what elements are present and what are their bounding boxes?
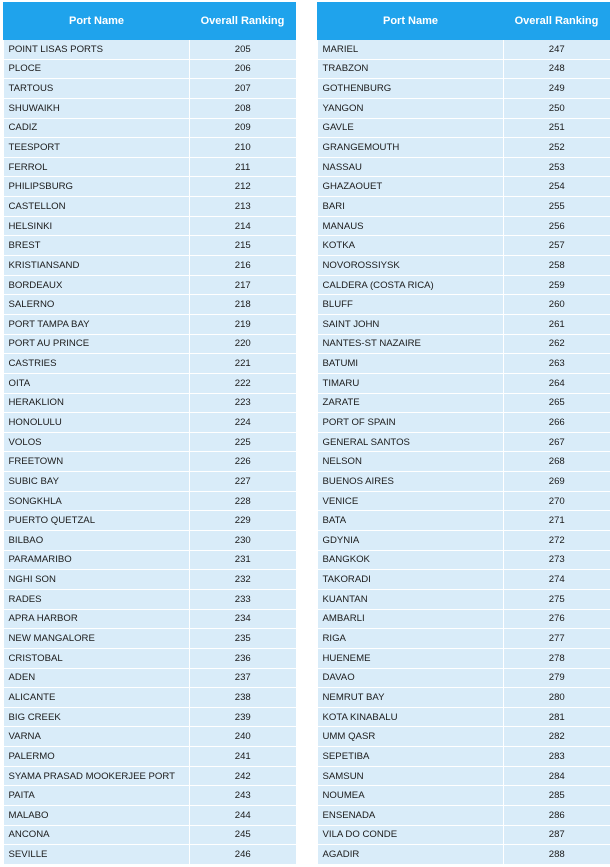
overall-ranking-cell: 246 — [190, 845, 296, 865]
table-row — [318, 550, 610, 570]
table-row — [4, 845, 296, 865]
overall-ranking-cell: 220 — [190, 334, 296, 354]
overall-ranking-cell: 211 — [190, 157, 296, 177]
table-row — [4, 727, 296, 747]
table-row — [318, 40, 610, 60]
port-name-cell: NEW MANGALORE — [4, 629, 190, 649]
port-name-cell: ENSENADA — [318, 805, 504, 825]
table-row — [4, 570, 296, 590]
port-name-cell: MARIEL — [318, 40, 504, 60]
table-row — [318, 589, 610, 609]
port-name-cell: CALDERA (COSTA RICA) — [318, 275, 504, 295]
overall-ranking-cell: 262 — [504, 334, 610, 354]
table-row — [318, 138, 610, 158]
overall-ranking-cell: 206 — [190, 59, 296, 79]
port-name-cell: BIG CREEK — [4, 707, 190, 727]
ranking-table-right — [317, 2, 610, 865]
overall-ranking-cell: 271 — [504, 511, 610, 531]
table-row — [318, 197, 610, 217]
port-name-cell: SUBIC BAY — [4, 472, 190, 492]
port-name-cell: KUANTAN — [318, 589, 504, 609]
table-row — [4, 157, 296, 177]
overall-ranking-cell: 214 — [190, 216, 296, 236]
port-name-cell: TAKORADI — [318, 570, 504, 590]
column-header-port-name: Port Name — [318, 3, 504, 40]
port-name-cell: OITA — [4, 373, 190, 393]
table-row — [318, 275, 610, 295]
overall-ranking-cell: 223 — [190, 393, 296, 413]
table-row — [318, 511, 610, 531]
port-name-cell: VOLOS — [4, 432, 190, 452]
table-row — [318, 747, 610, 767]
overall-ranking-cell: 285 — [504, 786, 610, 806]
table-row — [318, 334, 610, 354]
port-name-cell: FREETOWN — [4, 452, 190, 472]
column-header-overall-ranking: Overall Ranking — [504, 3, 610, 40]
port-name-cell: HONOLULU — [4, 413, 190, 433]
port-name-cell: CADIZ — [4, 118, 190, 138]
port-name-cell: KOTA KINABALU — [318, 707, 504, 727]
overall-ranking-cell: 237 — [190, 668, 296, 688]
table-row — [4, 59, 296, 79]
table-row — [4, 236, 296, 256]
overall-ranking-cell: 210 — [190, 138, 296, 158]
port-name-cell: TIMARU — [318, 373, 504, 393]
port-name-cell: PORT OF SPAIN — [318, 413, 504, 433]
overall-ranking-cell: 269 — [504, 472, 610, 492]
overall-ranking-cell: 225 — [190, 432, 296, 452]
port-name-cell: BARI — [318, 197, 504, 217]
port-name-cell: SAMSUN — [318, 766, 504, 786]
overall-ranking-cell: 276 — [504, 609, 610, 629]
port-name-cell: DAVAO — [318, 668, 504, 688]
table-row — [318, 825, 610, 845]
overall-ranking-cell: 260 — [504, 295, 610, 315]
table-row — [4, 766, 296, 786]
table-row — [318, 491, 610, 511]
port-name-cell: APRA HARBOR — [4, 609, 190, 629]
port-name-cell: BANGKOK — [318, 550, 504, 570]
port-name-cell: SONGKHLA — [4, 491, 190, 511]
port-name-cell: KRISTIANSAND — [4, 256, 190, 276]
port-name-cell: NELSON — [318, 452, 504, 472]
overall-ranking-cell: 283 — [504, 747, 610, 767]
port-name-cell: RADES — [4, 589, 190, 609]
port-name-cell: PLOCE — [4, 59, 190, 79]
port-name-cell: PORT AU PRINCE — [4, 334, 190, 354]
overall-ranking-cell: 270 — [504, 491, 610, 511]
overall-ranking-cell: 275 — [504, 589, 610, 609]
table-row — [4, 589, 296, 609]
table-row — [4, 825, 296, 845]
table-row — [4, 373, 296, 393]
table-row — [318, 432, 610, 452]
port-name-cell: ZARATE — [318, 393, 504, 413]
overall-ranking-cell: 259 — [504, 275, 610, 295]
overall-ranking-cell: 287 — [504, 825, 610, 845]
table-row — [4, 668, 296, 688]
port-name-cell: YANGON — [318, 98, 504, 118]
overall-ranking-cell: 265 — [504, 393, 610, 413]
column-header-port-name: Port Name — [4, 3, 190, 40]
table-row — [4, 511, 296, 531]
overall-ranking-cell: 254 — [504, 177, 610, 197]
table-row — [4, 138, 296, 158]
table-row — [318, 531, 610, 551]
overall-ranking-cell: 238 — [190, 688, 296, 708]
overall-ranking-cell: 257 — [504, 236, 610, 256]
port-name-cell: GENERAL SANTOS — [318, 432, 504, 452]
port-name-cell: BORDEAUX — [4, 275, 190, 295]
table-row — [318, 373, 610, 393]
port-name-cell: NEMRUT BAY — [318, 688, 504, 708]
table-row — [4, 747, 296, 767]
table-row — [318, 629, 610, 649]
table-row — [318, 354, 610, 374]
port-name-cell: HERAKLION — [4, 393, 190, 413]
port-name-cell: ADEN — [4, 668, 190, 688]
port-name-cell: BATA — [318, 511, 504, 531]
port-name-cell: CASTELLON — [4, 197, 190, 217]
overall-ranking-cell: 281 — [504, 707, 610, 727]
overall-ranking-cell: 212 — [190, 177, 296, 197]
table-row — [318, 295, 610, 315]
port-name-cell: SALERNO — [4, 295, 190, 315]
port-name-cell: RIGA — [318, 629, 504, 649]
overall-ranking-cell: 267 — [504, 432, 610, 452]
overall-ranking-cell: 217 — [190, 275, 296, 295]
port-name-cell: CRISTOBAL — [4, 648, 190, 668]
port-name-cell: PALERMO — [4, 747, 190, 767]
overall-ranking-cell: 282 — [504, 727, 610, 747]
table-row — [4, 805, 296, 825]
overall-ranking-cell: 273 — [504, 550, 610, 570]
overall-ranking-cell: 280 — [504, 688, 610, 708]
overall-ranking-cell: 215 — [190, 236, 296, 256]
port-name-cell: CASTRIES — [4, 354, 190, 374]
table-row — [318, 845, 610, 865]
port-name-cell: GAVLE — [318, 118, 504, 138]
overall-ranking-cell: 229 — [190, 511, 296, 531]
overall-ranking-cell: 244 — [190, 805, 296, 825]
port-name-cell: HUENEME — [318, 648, 504, 668]
table-row — [318, 393, 610, 413]
table-row — [318, 805, 610, 825]
port-name-cell: BREST — [4, 236, 190, 256]
table-row — [4, 531, 296, 551]
table-row — [318, 157, 610, 177]
table-row — [318, 609, 610, 629]
port-name-cell: BATUMI — [318, 354, 504, 374]
overall-ranking-cell: 227 — [190, 472, 296, 492]
overall-ranking-cell: 230 — [190, 531, 296, 551]
overall-ranking-cell: 243 — [190, 786, 296, 806]
table-row — [318, 216, 610, 236]
overall-ranking-cell: 240 — [190, 727, 296, 747]
table-row — [4, 648, 296, 668]
port-name-cell: SYAMA PRASAD MOOKERJEE PORT — [4, 766, 190, 786]
table-row — [4, 295, 296, 315]
table-row — [4, 452, 296, 472]
table-row — [4, 79, 296, 99]
port-name-cell: NGHI SON — [4, 570, 190, 590]
table-row — [4, 197, 296, 217]
port-name-cell: UMM QASR — [318, 727, 504, 747]
table-row — [318, 668, 610, 688]
overall-ranking-cell: 208 — [190, 98, 296, 118]
overall-ranking-cell: 209 — [190, 118, 296, 138]
table-row — [4, 688, 296, 708]
port-name-cell: AGADIR — [318, 845, 504, 865]
port-name-cell: HELSINKI — [4, 216, 190, 236]
overall-ranking-cell: 218 — [190, 295, 296, 315]
table-row — [4, 177, 296, 197]
overall-ranking-cell: 222 — [190, 373, 296, 393]
overall-ranking-cell: 256 — [504, 216, 610, 236]
overall-ranking-cell: 278 — [504, 648, 610, 668]
port-name-cell: TEESPORT — [4, 138, 190, 158]
table-row — [318, 177, 610, 197]
port-name-cell: TRABZON — [318, 59, 504, 79]
table-row — [4, 491, 296, 511]
overall-ranking-cell: 224 — [190, 413, 296, 433]
port-name-cell: GHAZAOUET — [318, 177, 504, 197]
port-name-cell: GRANGEMOUTH — [318, 138, 504, 158]
table-row — [4, 334, 296, 354]
table-row — [4, 216, 296, 236]
overall-ranking-cell: 253 — [504, 157, 610, 177]
overall-ranking-cell: 241 — [190, 747, 296, 767]
overall-ranking-cell: 261 — [504, 314, 610, 334]
port-name-cell: VARNA — [4, 727, 190, 747]
port-name-cell: MALABO — [4, 805, 190, 825]
table-row — [4, 432, 296, 452]
table-row — [318, 570, 610, 590]
table-row — [318, 766, 610, 786]
table-row — [318, 314, 610, 334]
port-name-cell: SEVILLE — [4, 845, 190, 865]
port-name-cell: BLUFF — [318, 295, 504, 315]
port-name-cell: BUENOS AIRES — [318, 472, 504, 492]
overall-ranking-cell: 263 — [504, 354, 610, 374]
port-name-cell: SAINT JOHN — [318, 314, 504, 334]
port-name-cell: TARTOUS — [4, 79, 190, 99]
overall-ranking-cell: 277 — [504, 629, 610, 649]
overall-ranking-cell: 245 — [190, 825, 296, 845]
table-body — [318, 40, 610, 865]
port-name-cell: NOVOROSSIYSK — [318, 256, 504, 276]
overall-ranking-cell: 228 — [190, 491, 296, 511]
overall-ranking-cell: 219 — [190, 314, 296, 334]
overall-ranking-cell: 232 — [190, 570, 296, 590]
table-row — [318, 452, 610, 472]
overall-ranking-cell: 234 — [190, 609, 296, 629]
ranking-table-left — [3, 2, 296, 865]
port-name-cell: PORT TAMPA BAY — [4, 314, 190, 334]
port-name-cell: FERROL — [4, 157, 190, 177]
overall-ranking-cell: 255 — [504, 197, 610, 217]
overall-ranking-cell: 250 — [504, 98, 610, 118]
port-name-cell: ALICANTE — [4, 688, 190, 708]
table-header-row — [318, 3, 610, 40]
overall-ranking-cell: 258 — [504, 256, 610, 276]
port-name-cell: VILA DO CONDE — [318, 825, 504, 845]
table-row — [4, 609, 296, 629]
port-name-cell: POINT LISAS PORTS — [4, 40, 190, 60]
overall-ranking-cell: 239 — [190, 707, 296, 727]
overall-ranking-cell: 226 — [190, 452, 296, 472]
overall-ranking-cell: 233 — [190, 589, 296, 609]
overall-ranking-cell: 286 — [504, 805, 610, 825]
overall-ranking-cell: 288 — [504, 845, 610, 865]
table-row — [4, 413, 296, 433]
table-row — [4, 256, 296, 276]
overall-ranking-cell: 242 — [190, 766, 296, 786]
table-row — [4, 118, 296, 138]
port-name-cell: ANCONA — [4, 825, 190, 845]
overall-ranking-cell: 274 — [504, 570, 610, 590]
overall-ranking-cell: 249 — [504, 79, 610, 99]
table-row — [4, 707, 296, 727]
port-name-cell: GDYNIA — [318, 531, 504, 551]
overall-ranking-cell: 279 — [504, 668, 610, 688]
port-name-cell: VENICE — [318, 491, 504, 511]
port-name-cell: PHILIPSBURG — [4, 177, 190, 197]
overall-ranking-cell: 272 — [504, 531, 610, 551]
port-name-cell: GOTHENBURG — [318, 79, 504, 99]
overall-ranking-cell: 235 — [190, 629, 296, 649]
port-name-cell: MANAUS — [318, 216, 504, 236]
table-row — [318, 688, 610, 708]
port-name-cell: PAITA — [4, 786, 190, 806]
table-row — [4, 354, 296, 374]
overall-ranking-cell: 247 — [504, 40, 610, 60]
overall-ranking-cell: 248 — [504, 59, 610, 79]
table-row — [318, 256, 610, 276]
table-row — [4, 629, 296, 649]
overall-ranking-cell: 213 — [190, 197, 296, 217]
table-row — [4, 98, 296, 118]
port-name-cell: NASSAU — [318, 157, 504, 177]
table-row — [4, 550, 296, 570]
overall-ranking-cell: 207 — [190, 79, 296, 99]
table-row — [318, 413, 610, 433]
overall-ranking-cell: 264 — [504, 373, 610, 393]
overall-ranking-cell: 284 — [504, 766, 610, 786]
table-row — [318, 59, 610, 79]
overall-ranking-cell: 268 — [504, 452, 610, 472]
overall-ranking-cell: 252 — [504, 138, 610, 158]
table-row — [4, 472, 296, 492]
table-row — [4, 40, 296, 60]
port-name-cell: PARAMARIBO — [4, 550, 190, 570]
table-row — [318, 236, 610, 256]
overall-ranking-cell: 216 — [190, 256, 296, 276]
table-row — [318, 786, 610, 806]
overall-ranking-cell: 205 — [190, 40, 296, 60]
table-header-row — [4, 3, 296, 40]
table-row — [4, 275, 296, 295]
port-name-cell: NOUMEA — [318, 786, 504, 806]
port-name-cell: SEPETIBA — [318, 747, 504, 767]
port-name-cell: NANTES-ST NAZAIRE — [318, 334, 504, 354]
overall-ranking-cell: 231 — [190, 550, 296, 570]
port-name-cell: BILBAO — [4, 531, 190, 551]
column-header-overall-ranking: Overall Ranking — [190, 3, 296, 40]
overall-ranking-cell: 236 — [190, 648, 296, 668]
overall-ranking-cell: 266 — [504, 413, 610, 433]
port-name-cell: AMBARLI — [318, 609, 504, 629]
table-row — [4, 314, 296, 334]
table-body — [4, 40, 296, 865]
port-name-cell: PUERTO QUETZAL — [4, 511, 190, 531]
overall-ranking-cell: 251 — [504, 118, 610, 138]
table-row — [318, 707, 610, 727]
table-row — [318, 98, 610, 118]
table-row — [318, 727, 610, 747]
table-row — [318, 472, 610, 492]
table-row — [4, 393, 296, 413]
table-row — [318, 118, 610, 138]
overall-ranking-cell: 221 — [190, 354, 296, 374]
port-name-cell: KOTKA — [318, 236, 504, 256]
port-name-cell: SHUWAIKH — [4, 98, 190, 118]
table-row — [318, 79, 610, 99]
table-row — [4, 786, 296, 806]
table-row — [318, 648, 610, 668]
